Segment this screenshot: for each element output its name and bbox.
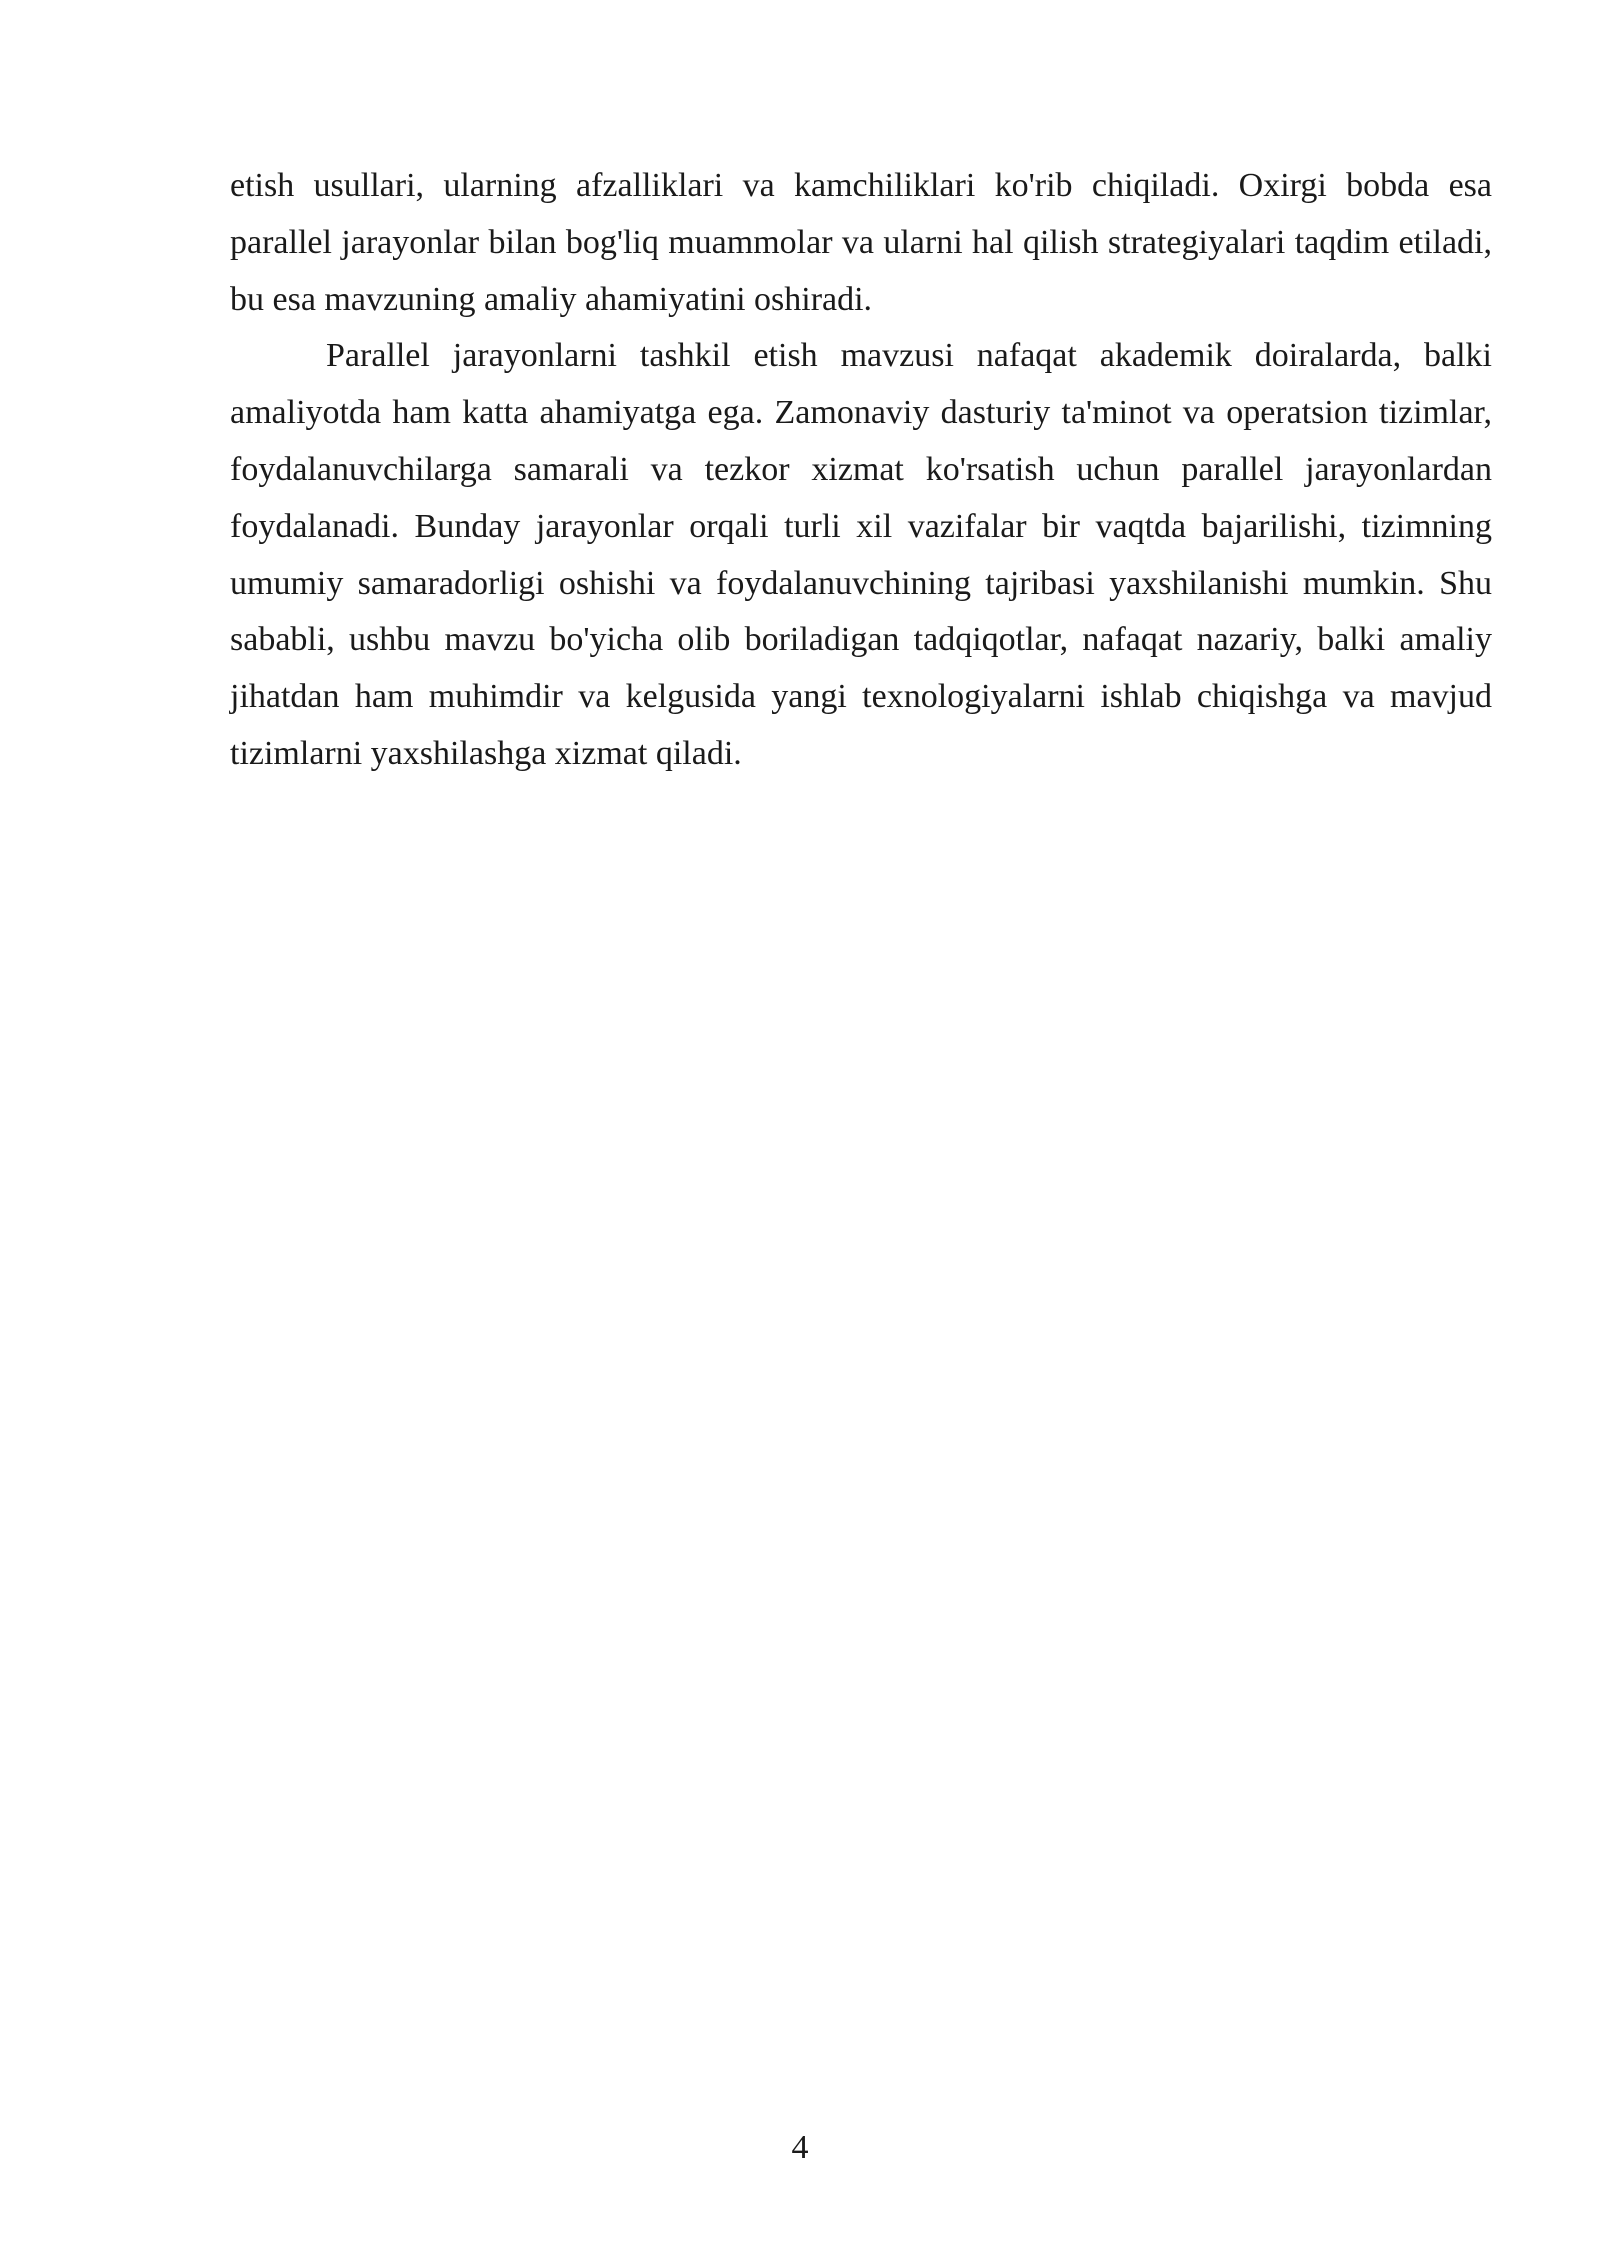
document-body [230,158,1492,783]
paragraph-continuation: etish usullari, ularning afzalliklari va kamchiliklari ko'rib chiqiladi. Oxirgi bobda esa parallel jarayonlar bilan bog'liq muammolar va ularni hal qilish strategiyalari taqdim etiladi, bu esa mavzuning amaliy ahamiyatini oshiradi. [230,167,1492,318]
page-number: 4 [791,2129,809,2166]
paragraph-parallel-processes: Parallel jarayonlarni tashkil etish mavzusi nafaqat akademik doiralarda, balki amaliyotda ham katta ahamiyatga ega. Zamonaviy dasturiy ta'minot va operatsion tizimlar, foydalanuvchilarga samarali va tezkor xizmat ko'rsatish uchun parallel jarayonlardan foydalanadi. Bunday jarayonlar orqali turli xil vazifalar bir vaqtda bajarilishi, tizimning umumiy samaradorligi oshishi va foydalanuvchining tajribasi yaxshilanishi mumkin. Shu sababli, ushbu mavzu bo'yicha olib boriladigan tadqiqotlar, nafaqat nazariy, balki amaliy jihatdan ham muhimdir va kelgusida yangi texnologiyalarni ishlab chiqishga va mavjud tizimlarni yaxshilashga xizmat qiladi. [230,337,1492,772]
